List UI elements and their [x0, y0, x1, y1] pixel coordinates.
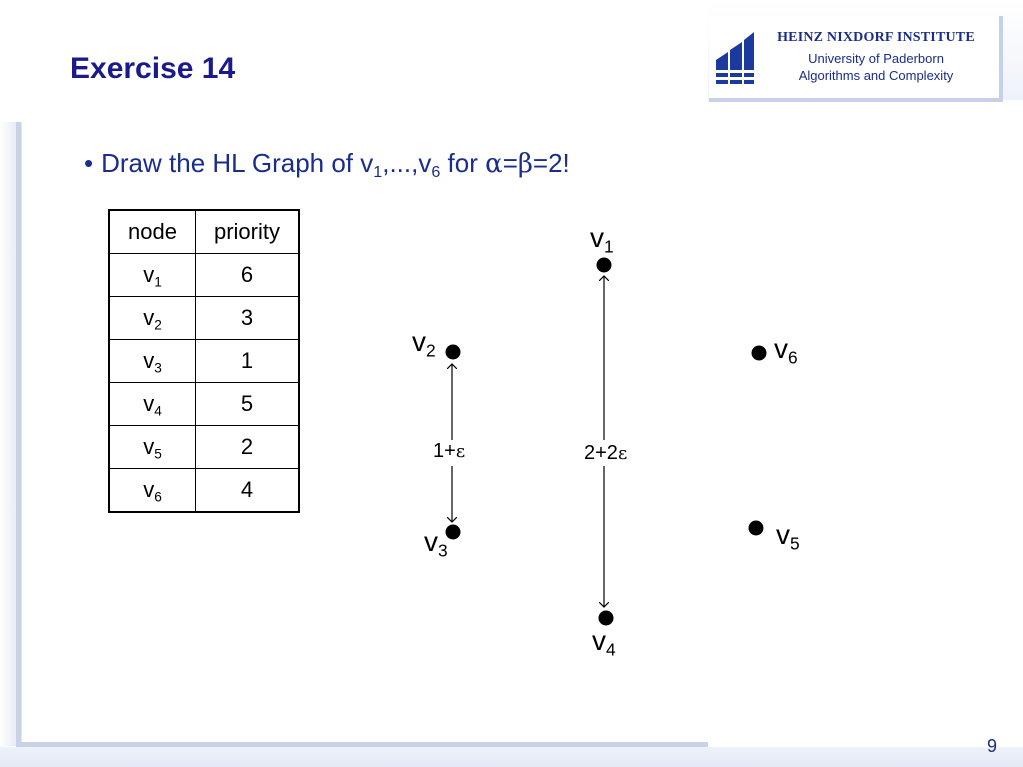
node-label-v4: $v_4$ [592, 625, 616, 660]
edge-label-v1-v4: 2+2ε [584, 442, 628, 464]
table-cell-node: $v_5$ [109, 426, 196, 469]
alpha-symbol: α [485, 149, 503, 179]
node-v3 [446, 525, 461, 540]
table-cell-priority: 5 [196, 383, 300, 426]
table-cell-node: $v_2$ [109, 297, 196, 340]
bullet-text-mid: ,...,v [382, 148, 432, 178]
table-cell-node: $v_3$ [109, 340, 196, 383]
bullet-marker: • [84, 148, 94, 178]
node-label-v5: $v_5$ [776, 519, 800, 554]
node-label-v2: $v_2$ [412, 326, 436, 361]
bullet-equals: = [502, 148, 518, 178]
node-label-v1: $v_1$ [590, 222, 614, 257]
bullet-text-end: =2! [532, 148, 570, 178]
node-v5 [749, 521, 764, 536]
node-label-v3: $v_3$ [424, 526, 448, 561]
node-v2 [446, 345, 461, 360]
table-cell-priority: 4 [196, 469, 300, 513]
table-cell-priority: 6 [196, 254, 300, 297]
bullet-text-for: for [440, 148, 486, 178]
table-cell-node: $v_6$ [109, 469, 196, 513]
slide-title: Exercise 14 [70, 52, 236, 85]
node-v1 [597, 258, 612, 273]
node-v4 [599, 611, 614, 626]
university-name: University of Paderborn [808, 51, 944, 66]
beta-symbol: β [517, 149, 533, 179]
bullet-text: Draw the HL Graph of v [101, 148, 374, 178]
bullet-sub-6: 6 [431, 163, 441, 182]
group-name: Algorithms and Complexity [798, 68, 954, 83]
table-header-priority: priority [196, 210, 300, 254]
page-number: 9 [987, 736, 998, 756]
table-cell-priority: 3 [196, 297, 300, 340]
node-label-v6: $v_6$ [774, 333, 798, 368]
bullet-sub-1: 1 [373, 163, 383, 182]
node-v6 [752, 346, 767, 361]
edge-label-v2-v3: 1+ε [433, 440, 466, 462]
table-cell-node: $v_1$ [109, 254, 196, 297]
table-cell-priority: 2 [196, 426, 300, 469]
table-header-node: node [109, 210, 196, 254]
table-cell-node: $v_4$ [109, 383, 196, 426]
table-cell-priority: 1 [196, 340, 300, 383]
institute-name: HEINZ NIXDORF INSTITUTE [777, 30, 975, 45]
